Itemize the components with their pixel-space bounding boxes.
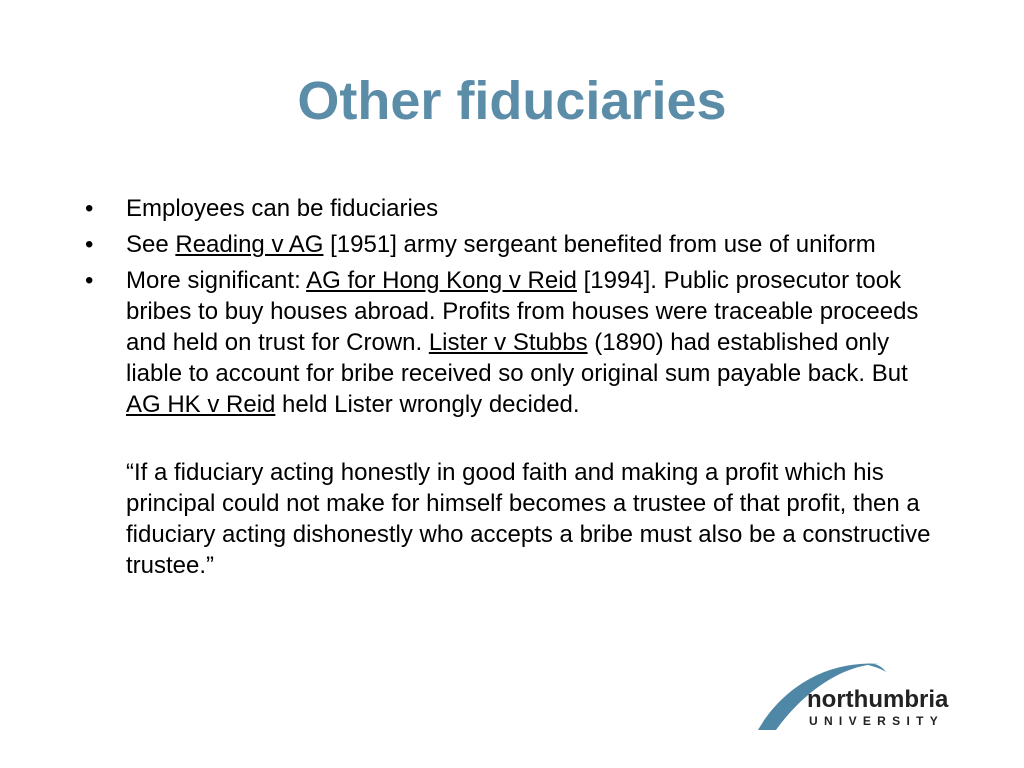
slide-content [85, 193, 946, 581]
bullet-text-mid: (1890) had established only liable to account for bribe received so only original sum payable back. But [126, 329, 908, 387]
case-name-lister-v-stubbs: Lister v Stubbs [428, 329, 588, 356]
slide-title: Other fiduciaries [297, 71, 727, 131]
bullet-text-mid: [1994]. Public prosecutor took bribes to buy houses abroad. Profits from houses were traceable proceeds and held on trust for Crown. [126, 267, 919, 356]
case-name-ag-hk-v-reid: AG HK v Reid [126, 391, 276, 418]
bullet-marker: • [85, 195, 94, 222]
bullet-text: Employees can be fiduciaries [126, 195, 439, 222]
swoosh-tail [864, 663, 886, 672]
bullet-text-suffix: held Lister wrongly decided. [275, 391, 580, 418]
bullet-text-prefix: More significant: [126, 267, 307, 294]
quote-paragraph: “If a fiduciary acting honestly in good faith and making a profit which his principal could not make for himself becomes a trustee of that profit, then a fiduciary acting dishonestly who accepts a bribe must also be a constructive trustee.” [126, 459, 931, 579]
bullet-text-suffix: [1951] army sergeant benefited from use of uniform [323, 231, 876, 258]
bullet-text-prefix: See [126, 231, 176, 258]
logo-subtitle: UNIVERSITY [809, 714, 945, 728]
logo-wordmark: northumbria [807, 686, 949, 713]
bullet-item-reid [85, 265, 946, 420]
bullet-item-reading [85, 229, 946, 260]
bullet-marker: • [85, 231, 94, 258]
bullet-marker: • [85, 267, 94, 294]
bullet-item-employees [85, 193, 946, 224]
case-name-ag-hong-kong-v-reid: AG for Hong Kong v Reid [306, 267, 577, 294]
case-name-reading-v-ag: Reading v AG [175, 231, 324, 258]
